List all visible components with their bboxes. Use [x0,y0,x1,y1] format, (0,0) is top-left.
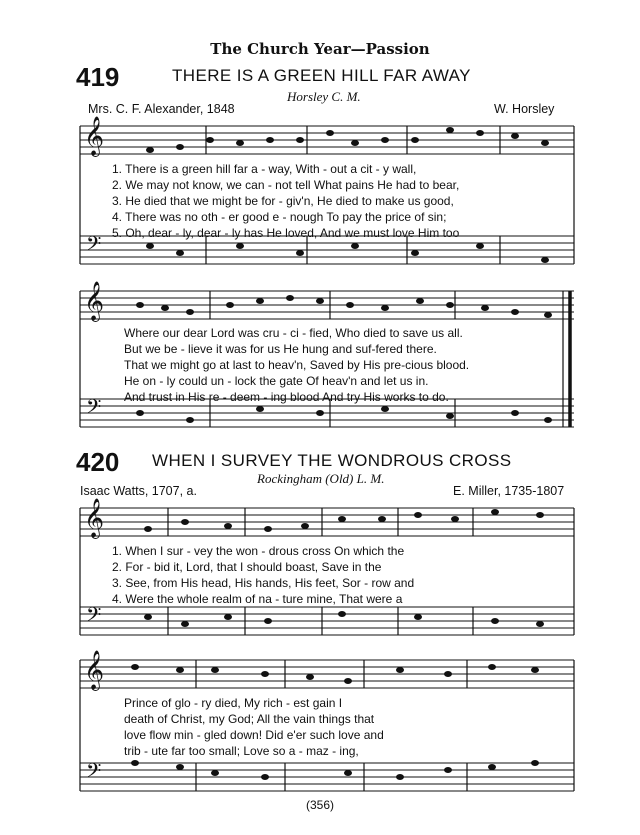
bass-clef-icon: 𝄢 [86,759,102,787]
verse-line: trib - ute far too small; Love so a - maz - ing, [124,744,359,758]
tune-name: Horsley C. M. [287,89,361,104]
verse-line: 4. Were the whole realm of na - ture mine, That were a [112,592,403,606]
verse-line: 3. He died that we might be for - giv'n, He died to make us good, [112,194,454,208]
verse-line: 3. See, from His head, His hands, His feet, Sor - row and [112,576,415,590]
hymn-number: 420 [76,447,120,477]
verse-line: That we might go at last to heav'n, Saved by His pre-cious blood. [124,358,470,372]
page-header: The Church Year—Passion [210,40,430,58]
verse-line: 1. When I sur - vey the won - drous cross On which the [112,544,405,558]
verse-line: Prince of glo - ry died, My rich - est gain I [124,696,343,710]
hymn-title: WHEN I SURVEY THE WONDROUS CROSS [152,451,512,470]
verse-line: He on - ly could un - lock the gate Of heav'n and let us in. [124,374,429,388]
treble-clef-icon: 𝄞 [84,498,105,538]
bass-clef-icon: 𝄢 [86,395,102,423]
page-number: (356) [305,798,334,812]
composer-credit: E. Miller, 1735-1807 [453,484,565,498]
treble-clef-icon: 𝄞 [84,650,105,690]
verse-line: 2. We may not know, we can - not tell What pains He had to bear, [112,178,460,192]
treble-clef-icon: 𝄞 [84,116,105,156]
treble-clef-icon: 𝄞 [84,281,105,321]
author-credit: Isaac Watts, 1707, a. [80,484,197,498]
tune-name: Rockingham (Old) L. M. [257,471,385,486]
verse-line: 5. Oh, dear - ly, dear - ly has He loved, And we must love Him too [112,226,460,240]
hymn-number: 419 [76,62,120,92]
author-credit: Mrs. C. F. Alexander, 1848 [88,102,235,116]
verse-line: But we be - lieve it was for us He hung and suf-fered there. [124,342,437,356]
verse-line: 2. For - bid it, Lord, that I should boast, Save in the [112,560,382,574]
hymn-title: THERE IS A GREEN HILL FAR AWAY [172,66,471,85]
verse-line: love flow min - gled down! Did e'er such love and [124,728,384,742]
bass-staff [80,763,574,791]
verse-line: And trust in His re - deem - ing blood And try His works to do. [124,390,449,404]
bass-clef-icon: 𝄢 [86,232,102,260]
verse-line: 1. There is a green hill far a - way, With - out a cit - y wall, [112,162,417,176]
verse-line: 4. There was no oth - er good e - nough To pay the price of sin; [112,210,447,224]
composer-credit: W. Horsley [494,102,555,116]
verse-line: death of Christ, my God; All the vain things that [124,712,375,726]
bass-clef-icon: 𝄢 [86,603,102,631]
treble-staff [80,660,574,688]
verse-line: Where our dear Lord was cru - ci - fied, Who died to save us all. [124,326,463,340]
